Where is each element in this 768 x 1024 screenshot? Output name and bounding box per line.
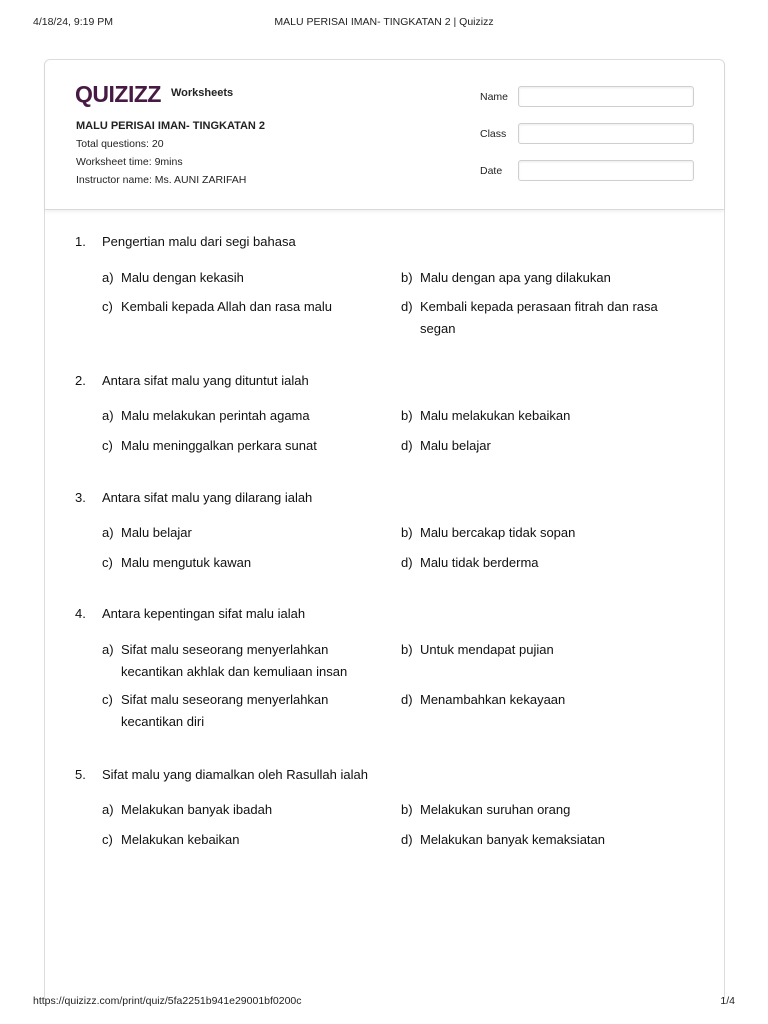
quizizz-logo [75, 81, 163, 107]
option-text: Melakukan kebaikan [121, 832, 240, 847]
option-letter: b) [401, 270, 413, 285]
option-d [401, 552, 676, 574]
total-questions: Total questions: 20 [76, 138, 164, 150]
class-label: Class [480, 128, 507, 140]
option-d [401, 296, 676, 340]
option-text: Malu belajar [121, 525, 192, 540]
worksheet-time: Worksheet time: 9mins [76, 156, 183, 168]
option-c [102, 829, 377, 851]
question-number: 4. [75, 606, 86, 621]
option-text: Malu dengan apa yang dilakukan [420, 270, 611, 285]
option-text: Malu belajar [420, 438, 491, 453]
option-text: Kembali kepada Allah dan rasa malu [121, 299, 333, 314]
option-text: Malu melakukan perintah agama [121, 408, 310, 423]
worksheet-title: MALU PERISAI IMAN- TINGKATAN 2 [76, 120, 266, 132]
instructor-name: Instructor name: Ms. AUNI ZARIFAH [76, 174, 247, 186]
print-footer [33, 995, 735, 1009]
option-text: Malu melakukan kebaikan [420, 408, 571, 423]
option-text: Sifat malu seseorang menyerlahkan kecantikan diri [121, 692, 329, 729]
option-text: Melakukan suruhan orang [420, 802, 571, 817]
option-d [401, 829, 676, 851]
option-letter: a) [102, 642, 114, 657]
option-letter: a) [102, 525, 114, 540]
print-header [33, 16, 735, 30]
option-b [401, 799, 676, 821]
option-a [102, 267, 377, 289]
option-b [401, 639, 676, 661]
brand-subtitle: Worksheets [171, 87, 234, 99]
option-letter: d) [401, 692, 413, 707]
option-text: Sifat malu seseorang menyerlahkan kecantikan akhlak dan kemuliaan insan [121, 642, 348, 679]
question-text: Sifat malu yang diamalkan oleh Rasullah ialah [102, 767, 368, 782]
question-stem [75, 373, 309, 388]
option-text: Malu bercakap tidak sopan [420, 525, 576, 540]
question-text: Antara kepentingan sifat malu ialah [102, 606, 306, 621]
print-datetime: 4/18/24, 9:19 PM [33, 16, 113, 28]
option-b [401, 522, 676, 544]
class-field[interactable] [518, 123, 694, 144]
question-stem [75, 234, 296, 249]
name-label: Name [480, 91, 509, 103]
question-text: Antara sifat malu yang dituntut ialah [102, 373, 309, 388]
option-letter: a) [102, 408, 114, 423]
option-letter: c) [102, 555, 113, 570]
option-letter: c) [102, 299, 113, 314]
question-number: 3. [75, 490, 86, 505]
option-letter: d) [401, 438, 413, 453]
option-a [102, 522, 377, 544]
question-number: 1. [75, 234, 86, 249]
option-letter: b) [401, 408, 413, 423]
option-text: Untuk mendapat pujian [420, 642, 554, 657]
option-text: Malu tidak berderma [420, 555, 539, 570]
option-text: Melakukan banyak kemaksiatan [420, 832, 605, 847]
option-text: Menambahkan kekayaan [420, 692, 566, 707]
question-number: 2. [75, 373, 86, 388]
option-letter: c) [102, 438, 113, 453]
option-a [102, 639, 372, 683]
option-b [401, 267, 676, 289]
option-letter: b) [401, 802, 413, 817]
option-c [102, 296, 377, 318]
worksheet-sheet [44, 59, 725, 999]
svg-text:QUIZIZZ: QUIZIZZ [75, 81, 162, 107]
option-letter: d) [401, 299, 413, 314]
option-letter: a) [102, 270, 114, 285]
page-number: 1/4 [720, 995, 735, 1007]
option-letter: b) [401, 642, 413, 657]
brand-row [75, 81, 233, 107]
option-text: Melakukan banyak ibadah [121, 802, 273, 817]
option-a [102, 405, 377, 427]
option-c [102, 435, 377, 457]
print-page-title: MALU PERISAI IMAN- TINGKATAN 2 | Quizizz [274, 16, 494, 28]
option-letter: b) [401, 525, 413, 540]
date-field[interactable] [518, 160, 694, 181]
print-url: https://quizizz.com/print/quiz/5fa2251b941e29001bf0200c [33, 995, 302, 1007]
option-letter: c) [102, 692, 113, 707]
option-c [102, 552, 377, 574]
question-text: Antara sifat malu yang dilarang ialah [102, 490, 313, 505]
date-label: Date [480, 165, 503, 177]
worksheet-header-card [45, 60, 724, 210]
option-text: Malu mengutuk kawan [121, 555, 252, 570]
option-letter: c) [102, 832, 113, 847]
option-c [102, 689, 372, 733]
option-text: Malu meninggalkan perkara sunat [121, 438, 317, 453]
option-a [102, 799, 377, 821]
option-letter: a) [102, 802, 114, 817]
option-text: Kembali kepada perasaan fitrah dan rasa segan [420, 299, 658, 336]
name-field[interactable] [518, 86, 694, 107]
question-stem [75, 767, 368, 782]
question-text: Pengertian malu dari segi bahasa [102, 234, 296, 249]
option-text: Malu dengan kekasih [121, 270, 244, 285]
option-d [401, 435, 676, 457]
question-stem [75, 490, 312, 505]
question-number: 5. [75, 767, 86, 782]
question-stem [75, 606, 305, 621]
option-d [401, 689, 676, 711]
option-letter: d) [401, 832, 413, 847]
option-letter: d) [401, 555, 413, 570]
option-b [401, 405, 676, 427]
